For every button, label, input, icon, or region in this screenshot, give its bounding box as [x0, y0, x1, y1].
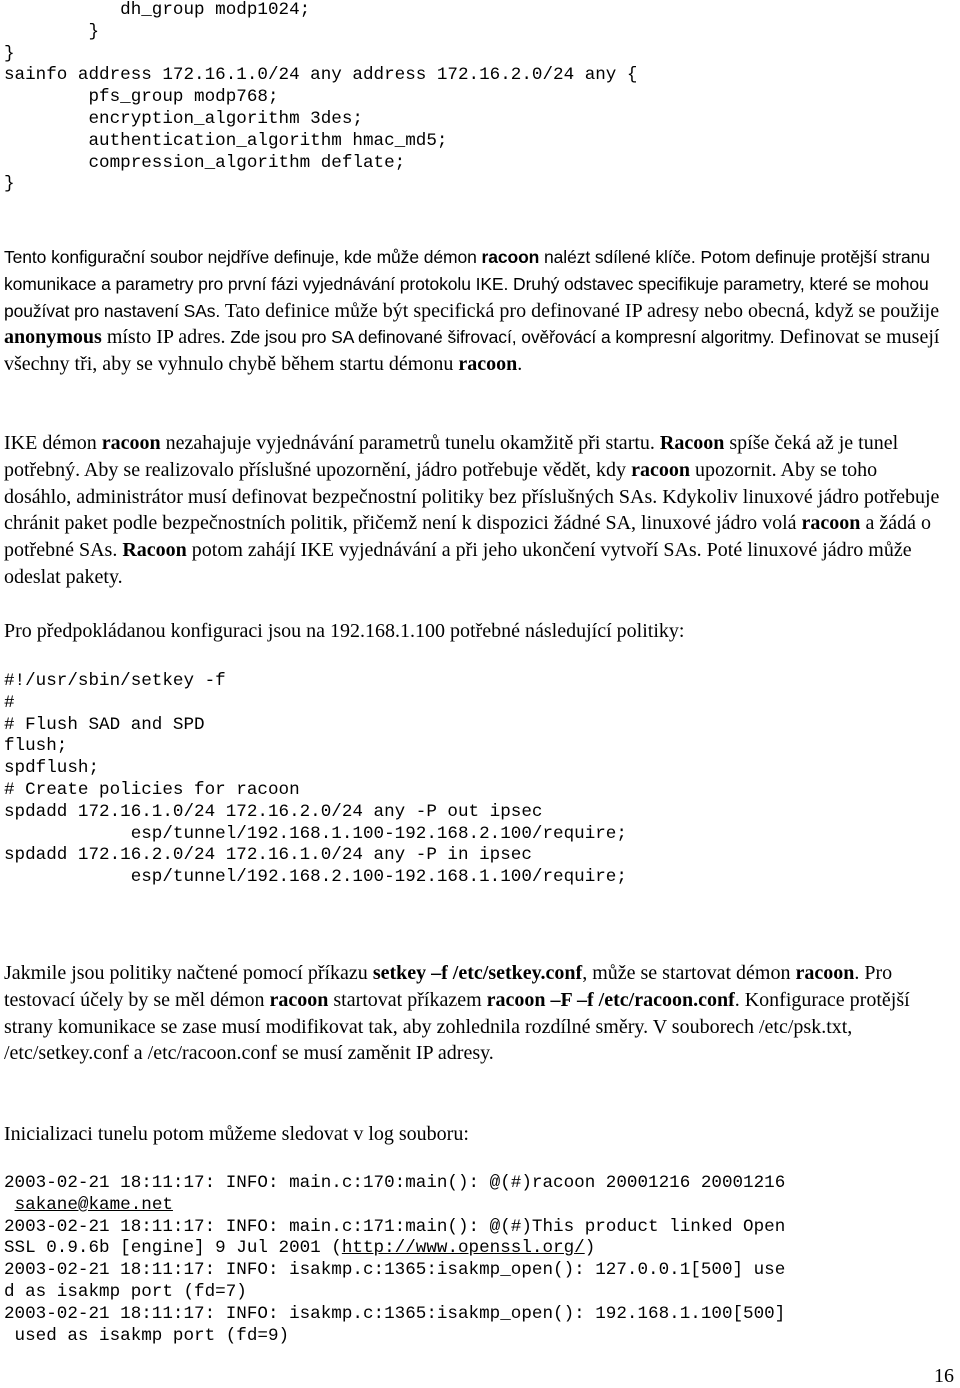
log-line: 2003-02-21 18:11:17: INFO: main.c:170:main(): @(#)racoon 20001216 20001216 [4, 1173, 786, 1193]
paragraph-log-intro: Inicializaci tunelu potom můžeme sledovat v log souboru: [4, 1123, 469, 1145]
text: a žádá o potřebné SAs. [4, 512, 931, 562]
bold-term: racoon [801, 512, 861, 535]
text: nalézt sdílené klíče. [539, 247, 696, 267]
setkey-line: spdadd 172.16.2.0/24 172.16.1.0/24 any -P in ipsec [4, 845, 532, 866]
paragraph-racoon-config-explanation [4, 244, 944, 378]
setkey-line: spdadd 172.16.1.0/24 172.16.2.0/24 any -P out ipsec [4, 801, 543, 822]
bold-term: anonymous [4, 326, 102, 349]
config-code-block [4, 0, 637, 196]
bold-term: racoon [631, 458, 690, 481]
text: spíše čeká až je tunel potřebný. Aby se realizovalo příslušné upozornění, jádro potřebuje vědět, kdy [4, 432, 899, 481]
bold-command: racoon –F –f /etc/racoon.conf [486, 988, 735, 1011]
config-line: dh_group modp1024; [4, 0, 311, 20]
page-number: 16 [934, 1365, 954, 1387]
config-line: compression_algorithm deflate; [4, 152, 406, 173]
bold-term: racoon [269, 988, 329, 1011]
paragraph-ike-negotiation [4, 430, 944, 591]
log-code-block [4, 1173, 785, 1347]
log-line [4, 1238, 785, 1260]
text: ) [584, 1238, 596, 1259]
text: . [517, 353, 523, 376]
config-line: encryption_algorithm 3des; [4, 108, 363, 129]
config-line: } [4, 21, 100, 42]
text: Potom definuje protější stranu komunikace a parametry pro první fázi vyjednávání protokolu IKE. [4, 247, 930, 294]
bold-term: Racoon [122, 539, 187, 562]
text: potom zahájí IKE vyjednávání a při jeho ukončení vytvoří SAs. Poté linuxové jádro může odeslat pakety. [4, 539, 912, 588]
log-line: 2003-02-21 18:11:17: INFO: main.c:171:main(): @(#)This product linked Open [4, 1216, 786, 1237]
log-line: 2003-02-21 18:11:17: INFO: isakmp.c:1365:isakmp_open(): 127.0.0.1[500] use [4, 1260, 786, 1281]
setkey-line: esp/tunnel/192.168.1.100-192.168.2.100/require; [4, 823, 627, 844]
setkey-line: esp/tunnel/192.168.2.100-192.168.1.100/require; [4, 867, 627, 888]
text: Zde jsou pro SA definované šifrovací, ověřovácí a kompresní algoritmy. [225, 327, 775, 348]
bold-term: Racoon [659, 432, 725, 454]
config-line: sainfo address 172.16.1.0/24 any address 172.16.2.0/24 any { [4, 65, 638, 86]
bold-command: setkey –f /etc/setkey.conf [372, 962, 583, 984]
text: nezahajuje vyjednávání parametrů tunelu okamžitě při startu. [160, 432, 660, 454]
text: . Konfigurace protější strany komunikace se zase musí modifikovat tak, aby zohlednila rozdílné směry. V souborech /etc/psk.txt, /etc/setkey.conf a /etc/racoon.conf se musí zaměnit IP adresy. [4, 988, 910, 1065]
setkey-line: #!/usr/sbin/setkey -f [4, 671, 226, 691]
setkey-line: # Flush SAD and SPD [4, 714, 205, 735]
text: startovat příkazem [328, 988, 487, 1011]
log-line: d as isakmp port (fd=7) [4, 1281, 247, 1302]
paragraph-start-racoon [4, 960, 944, 1067]
config-line: authentication_algorithm hmac_md5; [4, 130, 448, 151]
text: Tento konfigurační soubor nejdříve definuje, kde může démon [4, 247, 482, 267]
config-line: } [4, 174, 15, 195]
setkey-code-block [4, 671, 627, 889]
setkey-line: flush; [4, 736, 68, 757]
log-line: used as isakmp port (fd=9) [4, 1325, 290, 1346]
text: Jakmile jsou politiky načtené pomocí příkazu [4, 962, 373, 984]
openssl-url-link[interactable]: http://www.openssl.org/ [341, 1238, 585, 1259]
email-link[interactable]: sakane@kame.net [14, 1194, 173, 1215]
log-line [4, 1195, 785, 1217]
bold-term: racoon [481, 247, 540, 267]
setkey-line: # Create policies for racoon [4, 779, 300, 800]
setkey-line: spdflush; [4, 758, 100, 779]
text: Druhý odstavec specifikuje parametry, které se mohou používat pro nastavení SAs. [4, 273, 929, 321]
text: , může se startovat démon [582, 962, 796, 984]
bold-term: racoon [458, 353, 518, 376]
log-line: 2003-02-21 18:11:17: INFO: isakmp.c:1365:isakmp_open(): 192.168.1.100[500] [4, 1303, 786, 1324]
text: Tato definice může být specifická pro definované IP adresy nebo obecná, když se použije [220, 299, 940, 322]
text: SSL 0.9.6b [engine] 9 Jul 2001 ( [4, 1238, 342, 1259]
bold-term: racoon [101, 432, 161, 454]
text: . Pro testovací účely by se měl démon [4, 962, 893, 1011]
paragraph-policies-intro: Pro předpokládanou konfiguraci jsou na 192.168.1.100 potřebné následující politiky: [4, 620, 685, 642]
config-line: } [4, 43, 15, 64]
bold-term: racoon [795, 962, 855, 984]
text: upozornit. Aby se toho dosáhlo, administrátor musí definovat bezpečnostní politiky bez příslušných SAs. Kdykoliv linuxové jádro potřebuje chránit paket podle bezpečnostních politik, přičemž není k dispozici žádné SA, linuxové jádro volá [4, 458, 940, 535]
config-line: pfs_group modp768; [4, 87, 279, 108]
text: Definovat se musejí všechny tři, aby se vyhnulo chybě během startu démonu [4, 326, 940, 376]
text: místo IP adres. [101, 326, 226, 349]
setkey-line: # [4, 692, 15, 713]
text: IKE démon [4, 432, 102, 454]
